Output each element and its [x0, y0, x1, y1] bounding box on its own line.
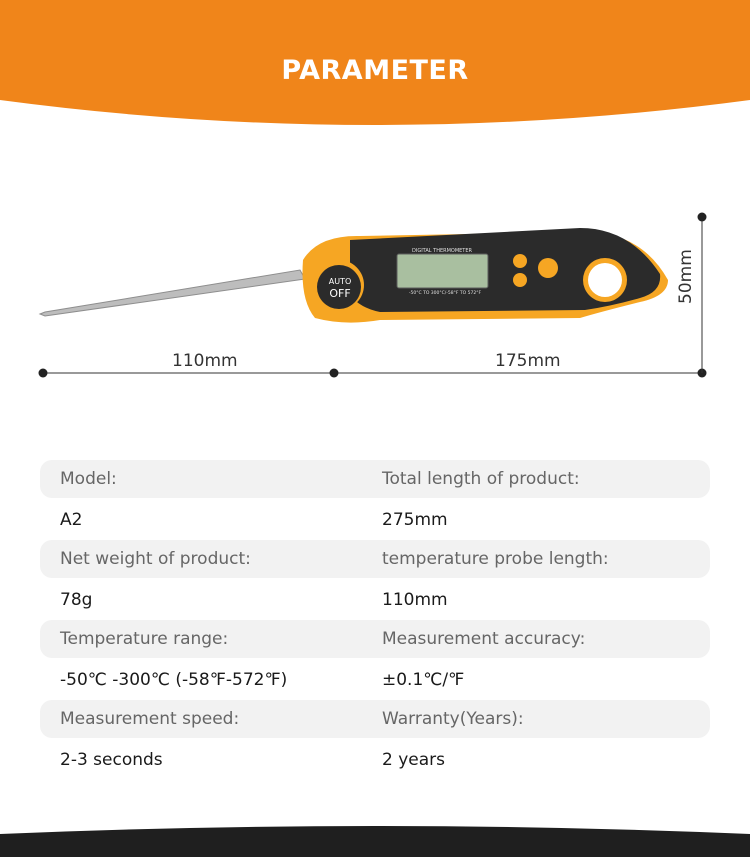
- dimension-body: 175mm: [495, 351, 561, 371]
- spec-value-row: [40, 658, 710, 700]
- spec-value: 2 years: [382, 750, 446, 770]
- off-label: OFF: [329, 287, 351, 300]
- spec-label: Total length of product:: [382, 469, 580, 489]
- spec-label: temperature probe length:: [382, 549, 609, 569]
- spec-value-row: [40, 578, 710, 620]
- spec-label: Measurement accuracy:: [382, 629, 586, 649]
- dimension-probe: 110mm: [172, 351, 238, 371]
- spec-value: -50℃ -300℃ (-58℉-572℉): [60, 670, 288, 690]
- page-title: PARAMETER: [281, 55, 469, 86]
- dimension-height: 50mm: [676, 249, 696, 304]
- spec-label-row: [40, 460, 710, 498]
- spec-label: Warranty(Years):: [382, 709, 524, 729]
- spec-value: 78g: [60, 590, 93, 610]
- auto-label: AUTO: [328, 277, 352, 286]
- spec-value: 275mm: [382, 510, 448, 530]
- spec-label-row: [40, 540, 710, 578]
- product-image: [0, 200, 750, 400]
- range-label: -50°C TO 300°C/-58°F TO 572°F: [408, 291, 482, 296]
- spec-value-row: [40, 498, 710, 540]
- spec-value-row: [40, 738, 710, 780]
- spec-label: Model:: [60, 469, 117, 489]
- spec-label: Measurement speed:: [60, 709, 240, 729]
- spec-value: 110mm: [382, 590, 448, 610]
- spec-label: Net weight of product:: [60, 549, 251, 569]
- spec-value: A2: [60, 510, 83, 530]
- spec-label-row: [40, 620, 710, 658]
- spec-label: Temperature range:: [60, 629, 229, 649]
- spec-table: [40, 460, 710, 780]
- device-label: DIGITAL THERMOMETER: [412, 248, 472, 254]
- spec-label-row: [40, 700, 710, 738]
- spec-value: ±0.1℃/℉: [382, 670, 465, 690]
- footer-band: [0, 826, 750, 857]
- spec-value: 2-3 seconds: [60, 750, 163, 770]
